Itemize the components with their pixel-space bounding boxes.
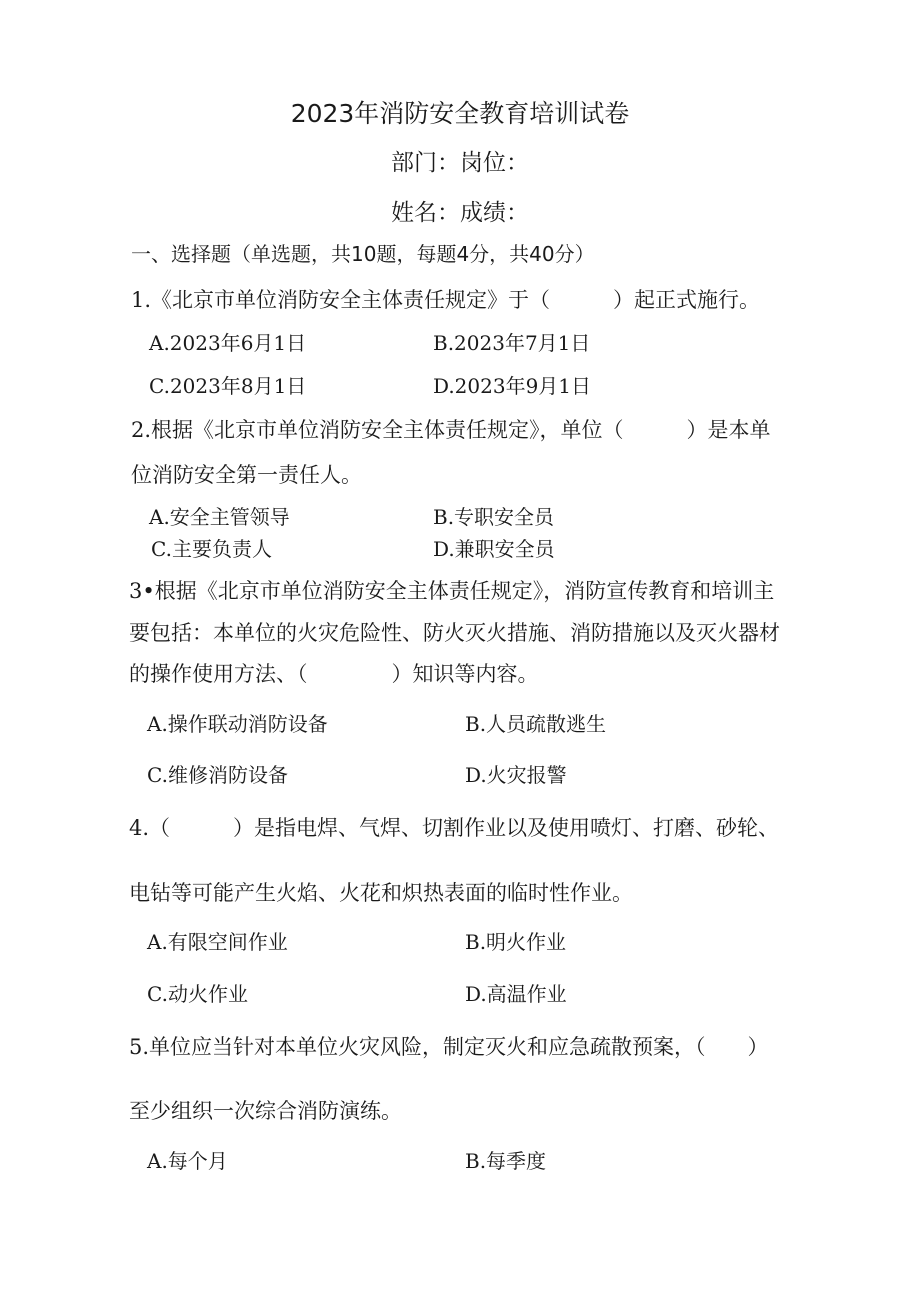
question-5-text-line-1: 5.单位应当针对本单位火灾风险，制定灭火和应急疏散预案，（ ） [129,1035,769,1059]
department-position-line: 部门：岗位： [391,150,529,176]
question-2-option-c: C.主要负责人 [151,537,272,561]
question-4-option-c: C.动火作业 [147,982,248,1006]
question-3-option-c: C.维修消防设备 [147,763,288,787]
question-3-text-line-2: 要包括：本单位的火灾危险性、防火灭火措施、消防措施以及灭火器材 [129,621,780,645]
question-3-text-line-3: 的操作使用方法、（ ）知识等内容。 [129,662,539,686]
question-5-option-b: B.每季度 [465,1149,547,1173]
exam-title: 2023年消防安全教育培训试卷 [290,99,630,128]
question-2-text-line-1: 2.根据《北京市单位消防安全主体责任规定》，单位（ ）是本单 [131,418,771,442]
question-4-text-line-1: 4.（ ）是指电焊、气焊、切割作业以及使用喷灯、打磨、砂轮、 [129,816,780,840]
question-5-text-line-2: 至少组织一次综合消防演练。 [129,1099,402,1123]
question-2-option-d: D.兼职安全员 [433,537,555,561]
question-3-text-line-1: 3•根据《北京市单位消防安全主体责任规定》，消防宣传教育和培训主 [129,579,775,603]
question-5-option-a: A.每个月 [147,1149,228,1173]
question-2-option-b: B.专职安全员 [433,505,555,529]
question-3-option-d: D.火灾报警 [465,763,567,787]
question-4-option-a: A.有限空间作业 [147,930,288,954]
question-1-text: 1.《北京市单位消防安全主体责任规定》于（ ）起正式施行。 [131,288,761,312]
question-3-option-a: A.操作联动消防设备 [147,712,328,736]
question-4-text-line-2: 电钻等可能产生火焰、火花和炽热表面的临时性作业。 [129,881,633,905]
question-1-option-b: B.2023年7月1日 [433,331,591,355]
question-3-option-b: B.人员疏散逃生 [465,712,607,736]
question-4-option-b: B.明火作业 [465,930,567,954]
question-1-option-d: D.2023年9月1日 [433,374,592,398]
question-4-option-d: D.高温作业 [465,982,567,1006]
question-2-text-line-2: 位消防安全第一责任人。 [131,463,362,487]
question-1-option-a: A.2023年6月1日 [149,331,307,355]
name-score-line: 姓名：成绩： [391,200,529,226]
section-heading: 一、选择题（单选题，共10题，每题4分，共40分） [131,242,595,266]
question-1-option-c: C.2023年8月1日 [149,374,307,398]
question-2-option-a: A.安全主管领导 [149,505,290,529]
